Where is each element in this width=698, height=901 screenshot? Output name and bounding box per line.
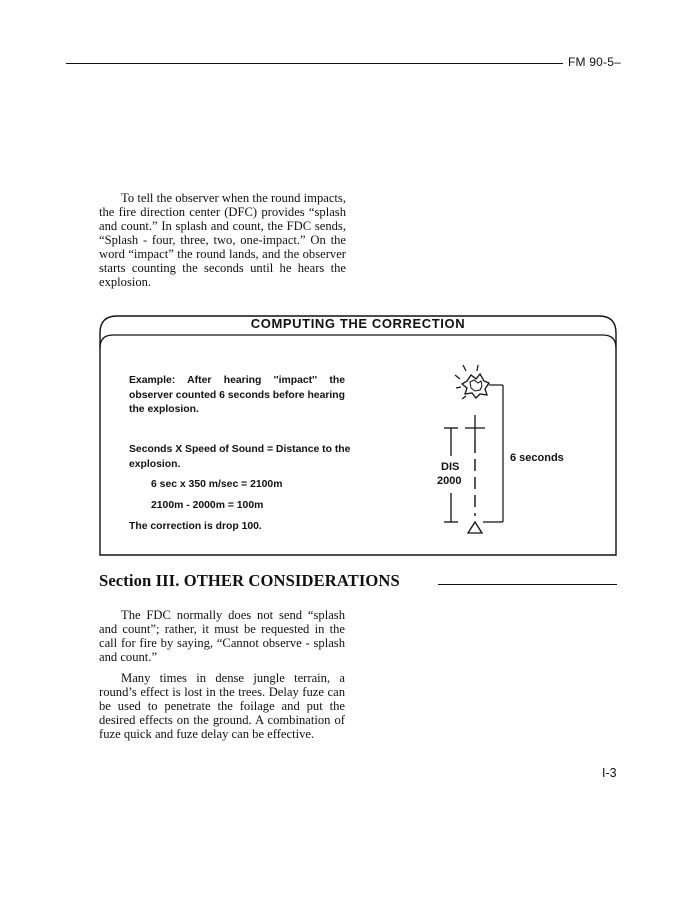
intro-paragraph: To tell the observer when the round impacts, the fire direction center (DFC) provides “splash and count.” In splash and count, the FDC sends, “Splash - four, three, two, one-impact.” On the word “impact” the round lands, and the observer starts counting the seconds until he hears the explosion. <box>99 191 346 289</box>
document-code: FM 90-5– <box>568 55 621 69</box>
distance-label: DIS <box>441 461 460 473</box>
figure-title: COMPUTING THE CORRECTION <box>250 316 466 331</box>
formula-text: Seconds X Speed of Sound = Distance to the explosion. <box>129 444 351 470</box>
paragraph-jungle-fuze: Many times in dense jungle terrain, a round’s effect is lost in the trees. Delay fuze can be used to penetrate the foilage and put the desired effects on the ground. A combination of fuze quick and fuze delay can be effective. <box>99 671 345 741</box>
section-heading: Section III. OTHER CONSIDERATIONS <box>99 571 400 590</box>
paragraph-splash-request: The FDC normally does not send “splash and count”; rather, it must be requested in the call for fire by saying, “Cannot observe - splash and count.” <box>99 608 345 664</box>
section-rule <box>438 584 617 585</box>
calculation-2: 2100m - 2000m = 100m <box>151 500 264 511</box>
conclusion-text: The correction is drop 100. <box>129 521 262 532</box>
header-rule <box>66 63 563 64</box>
page-number: I-3 <box>602 766 617 780</box>
distance-value: 2000 <box>437 475 462 487</box>
calculation-1: 6 sec x 350 m/sec = 2100m <box>151 479 283 490</box>
example-text: Example: After hearing ''impact'' the observer counted 6 seconds before hearing the explosion. <box>129 375 345 415</box>
burst-icon <box>455 365 489 399</box>
triangle-icon <box>468 522 482 533</box>
time-label: 6 seconds <box>510 452 564 464</box>
cross-icon <box>465 415 485 441</box>
